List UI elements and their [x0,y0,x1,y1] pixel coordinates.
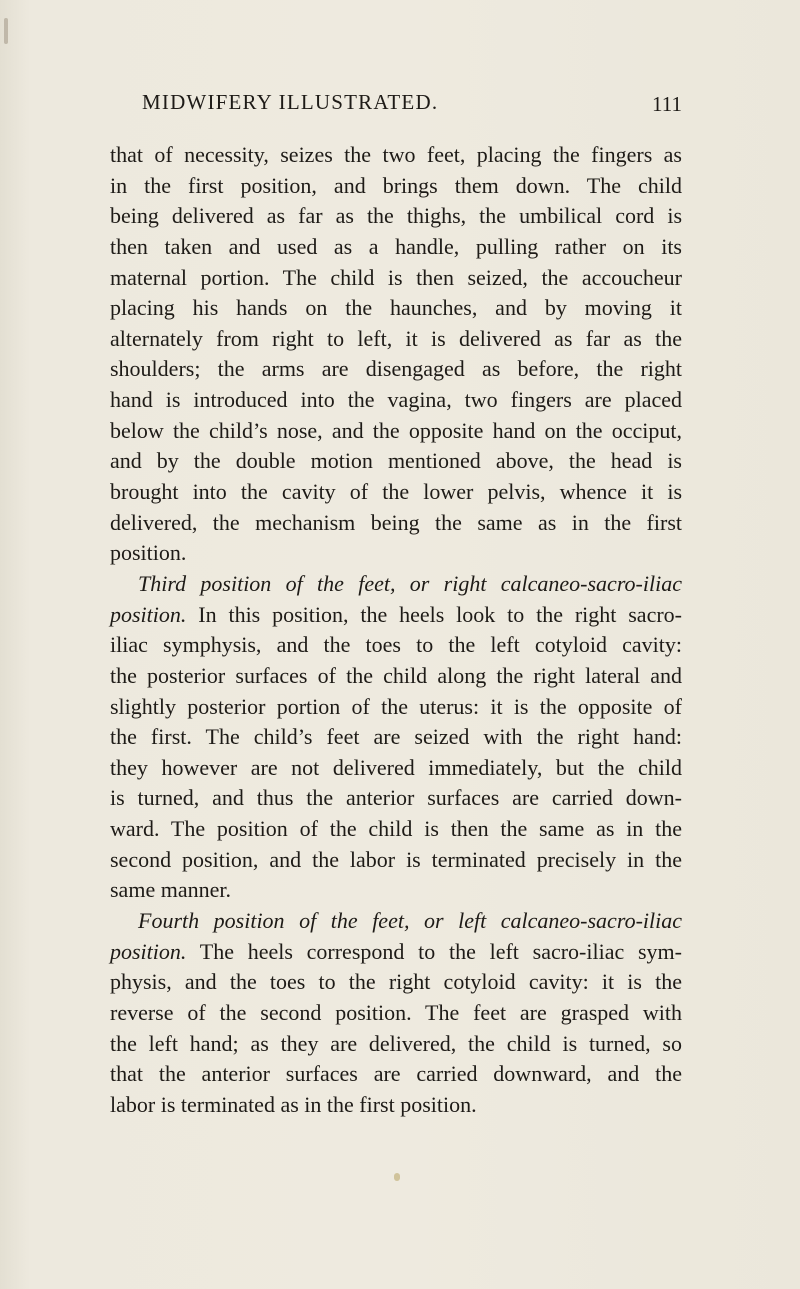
text-line: being delivered as far as the thighs, the umbilical cord is [110,203,682,229]
text-line: ward. The position of the child is then the same as in the [110,816,682,842]
text-line: delivered, the mechanism being the same as in the first [110,509,682,535]
text-line: below the child’s nose, and the opposite hand on the occiput, [110,417,682,443]
page-number: 111 [652,92,682,116]
text-line: and by the double motion mentioned above, the head is [110,448,682,474]
third-position-heading-end: position. [110,601,187,627]
paper-stain [394,1173,400,1181]
text-line: alternately from right to left, it is delivered as far as the [110,325,682,351]
text-line: same manner. [110,877,231,903]
third-position-heading: Third position of the feet, or right calcaneo-sacro-iliac [138,570,682,596]
text-line: placing his hands on the haunches, and by moving it [110,295,682,321]
text-line: the left hand; as they are delivered, the child is turned, so [110,1030,682,1056]
text-line: shoulders; the arms are disengaged as before, the right [110,356,682,382]
text-line: labor is terminated as in the first position. [110,1091,477,1117]
text-line: hand is introduced into the vagina, two fingers are placed [110,387,682,413]
text-line: maternal portion. The child is then seized, the accoucheur [110,264,682,290]
text-line [110,600,682,631]
page-header [110,90,682,130]
text-segment: The heels correspond to the left sacro-iliac sym- [186,938,682,964]
text-line: physis, and the toes to the right cotyloid cavity: it is the [110,969,682,995]
body-text [110,140,682,1121]
text-line [110,937,682,968]
text-line: then taken and used as a handle, pulling rather on its [110,233,682,259]
text-line: the posterior surfaces of the child along the right lateral and [110,662,682,688]
fourth-position-heading: Fourth position of the feet, or left calcaneo-sacro-iliac [138,908,682,934]
text-segment: In this position, the heels look to the right sacro- [186,601,682,627]
fourth-position-heading-line [110,906,682,937]
text-line: slightly posterior portion of the uterus: it is the opposite of [110,693,682,719]
page-edge-mark [4,18,8,44]
text-line: they however are not delivered immediately, but the child [110,754,682,780]
text-line: is turned, and thus the anterior surfaces are carried down- [110,785,682,811]
text-line: that of necessity, seizes the two feet, placing the fingers as [110,142,682,167]
text-line: that the anterior surfaces are carried downward, and the [110,1061,682,1087]
text-line: brought into the cavity of the lower pelvis, whence it is [110,479,682,505]
text-line: position. [110,540,187,566]
text-line: in the first position, and brings them down. The child [110,172,682,198]
text-line: iliac symphysis, and the toes to the left cotyloid cavity: [110,632,682,658]
text-line: reverse of the second position. The feet are grasped with [110,999,682,1025]
text-line: the first. The child’s feet are seized with the right hand: [110,724,682,750]
fourth-position-heading-end: position. [110,938,187,964]
text-line: second position, and the labor is terminated precisely in the [110,846,682,872]
third-position-heading-line [110,569,682,600]
running-head: MIDWIFERY ILLUSTRATED. [142,90,439,114]
